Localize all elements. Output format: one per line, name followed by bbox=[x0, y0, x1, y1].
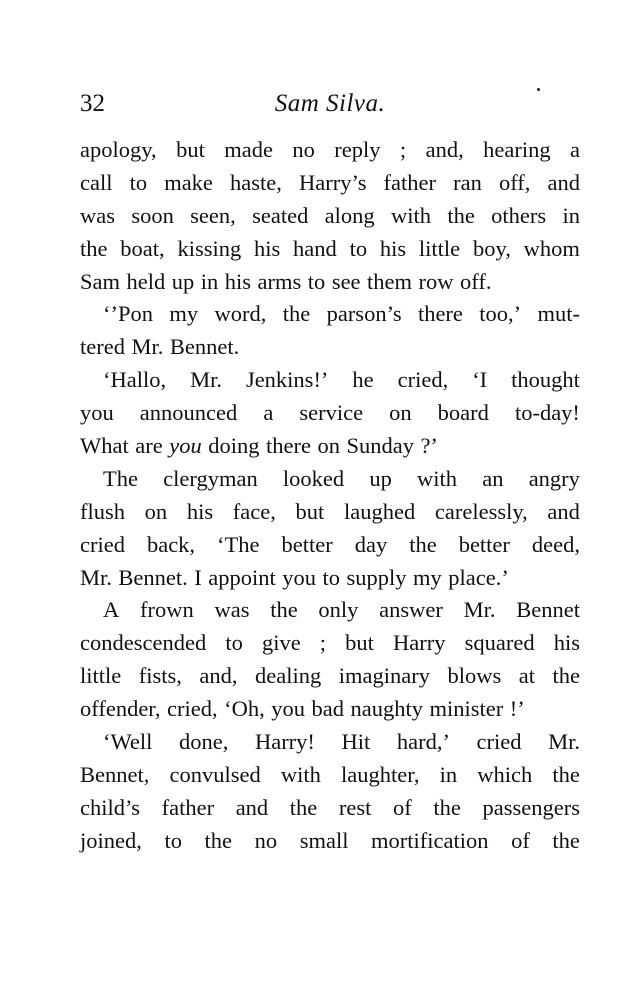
text-line: Bennet, convulsed with laughter, in which the bbox=[80, 761, 580, 787]
text-line: joined, to the no small mortification of the bbox=[80, 827, 580, 853]
text-line: The clergyman looked up with an angry bbox=[103, 465, 580, 491]
page-header bbox=[80, 88, 580, 120]
text-line: you announced a service on board to-day! bbox=[80, 400, 580, 426]
text-line: tered Mr. Bennet. bbox=[80, 334, 240, 360]
text-line: offender, cried, ‘Oh, you bad naughty minister !’ bbox=[80, 696, 525, 722]
text-line: condescended to give ; but Harry squared his bbox=[80, 630, 580, 656]
text-line: flush on his face, but laughed carelessly, and bbox=[80, 498, 580, 524]
text-line: Sam held up in his arms to see them row off. bbox=[80, 268, 492, 294]
body-text bbox=[80, 134, 580, 858]
running-title: Sam Silva. bbox=[274, 90, 386, 117]
text-line: apology, but made no reply ; and, hearing a bbox=[80, 137, 580, 162]
page-number: 32 bbox=[80, 90, 105, 117]
text-line: What are you doing there on Sunday ?’ bbox=[80, 433, 438, 459]
text-line: ‘’Pon my word, the parson’s there too,’ mut- bbox=[103, 301, 580, 327]
text-line: Mr. Bennet. I appoint you to supply my place.’ bbox=[80, 564, 509, 590]
text-line: was soon seen, seated along with the others in bbox=[80, 202, 580, 228]
text-line: ‘Well done, Harry! Hit hard,’ cried Mr. bbox=[103, 729, 580, 755]
text-line: child’s father and the rest of the passengers bbox=[80, 794, 580, 820]
text-line: ‘Hallo, Mr. Jenkins!’ he cried, ‘I thought bbox=[103, 367, 580, 393]
text-line: cried back, ‘The better day the better deed, bbox=[80, 531, 580, 557]
text-line: the boat, kissing his hand to his little boy, whom bbox=[80, 235, 580, 261]
text-line: call to make haste, Harry’s father ran off, and bbox=[80, 169, 580, 195]
text-line: little fists, and, dealing imaginary blows at the bbox=[80, 663, 580, 689]
text-line: A frown was the only answer Mr. Bennet bbox=[103, 597, 580, 623]
print-speck bbox=[537, 88, 540, 91]
